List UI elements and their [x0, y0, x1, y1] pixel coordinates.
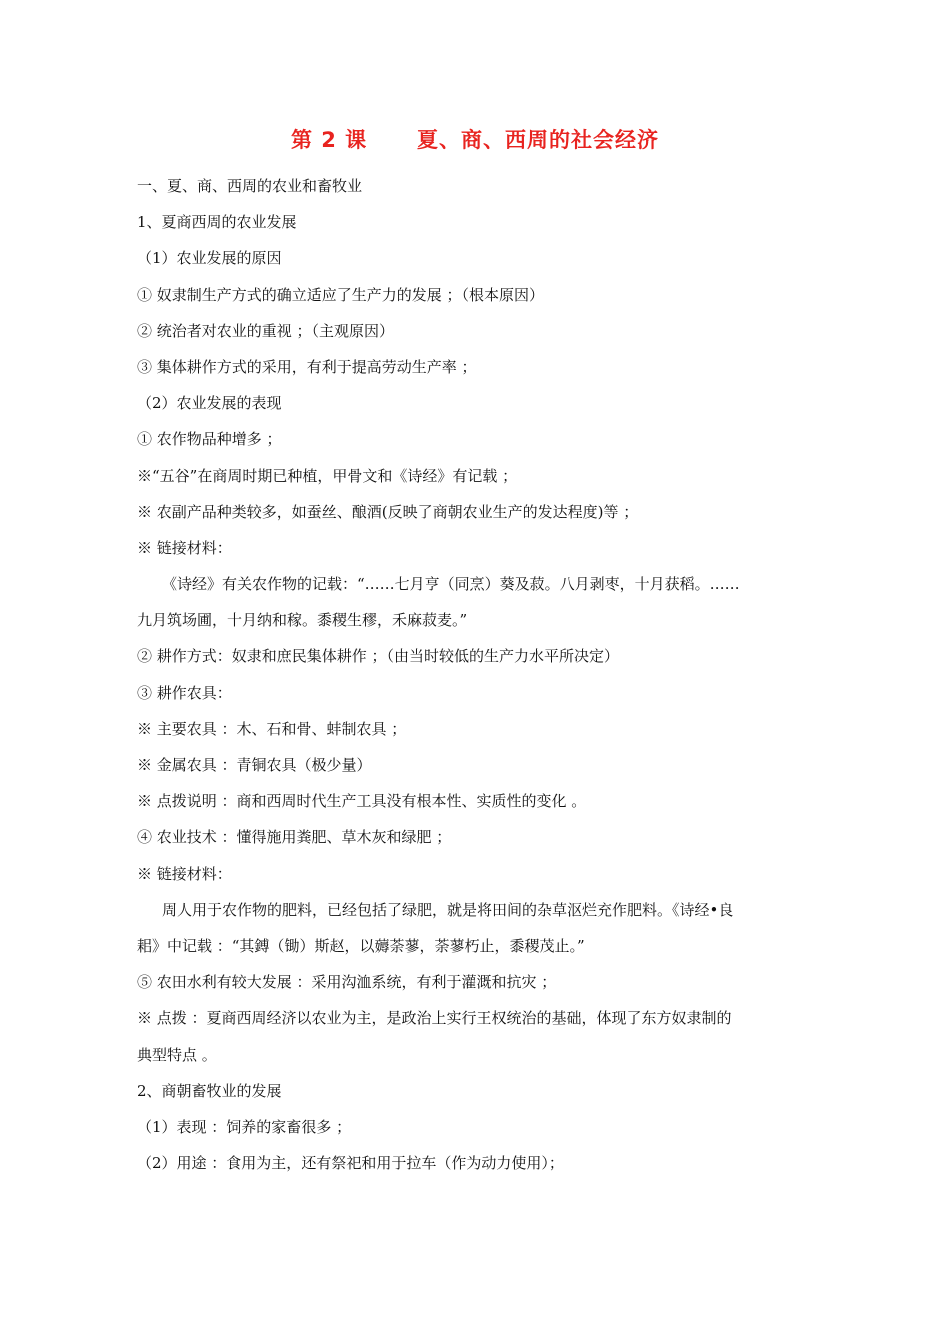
text-line: （2）用途 ：食用为主，还有祭祀和用于拉车（作为动力使用）； — [137, 1154, 564, 1173]
text-line: ※ 点拨 ：夏商西周经济以农业为主，是政治上实行王权统治的基础，体现了东方奴隶制的 — [137, 1009, 732, 1028]
quote-line: 耜》中记载 ：“其鎛（锄）斯赵，以薅荼蓼，荼蓼朽止，黍稷茂止。” — [137, 936, 585, 955]
heading-reasons: （1）农业发展的原因 — [137, 249, 282, 268]
text-line: ③ 耕作农具： — [137, 683, 232, 702]
text-line: ① 农作物品种增多 ； — [137, 430, 282, 449]
text-line: ① 奴隶制生产方式的确立适应了生产力的发展 ；（根本原因） — [137, 285, 545, 304]
quote-line: 九月筑场圃，十月纳和稼。黍稷生穋，禾麻菽麦。” — [137, 611, 468, 630]
text-line: ⑤ 农田水利有较大发展 ：采用沟洫系统，有利于灌溉和抗灾 ； — [137, 973, 557, 992]
text-line: ② 耕作方式：奴隶和庶民集体耕作 ；（由当时较低的生产力水平所决定） — [137, 647, 620, 666]
text-line: 典型特点 。 — [137, 1045, 217, 1064]
text-line: ※ 链接材料： — [137, 864, 232, 883]
heading-section-1: 一、夏、商、西周的农业和畜牧业 — [137, 177, 363, 195]
heading-subsection-1: 1、夏商西周的农业发展 — [137, 213, 297, 232]
text-line: ※ 金属农具 ：青铜农具（极少量） — [137, 756, 372, 774]
quote-line: 周人用于农作物的肥料，已经包括了绿肥，就是将田间的杂草沤烂充作肥料。《诗经•良 — [162, 900, 734, 919]
quote-line: 《诗经》有关农作物的记载：“……七月亨（同烹）葵及菽。八月剥枣，十月获稻。…… — [162, 575, 740, 594]
text-line: ※ 主要农具 ：木、石和骨、蚌制农具 ； — [137, 719, 407, 738]
text-line: （1）表现 ：饲养的家畜很多 ； — [137, 1117, 352, 1136]
text-line: ※ 链接材料： — [137, 538, 232, 557]
text-line: ③ 集体耕作方式的采用，有利于提高劳动生产率 ； — [137, 357, 477, 376]
text-line: ※ 点拨说明 ：商和西周时代生产工具没有根本性、实质性的变化 。 — [137, 792, 587, 811]
text-line: ④ 农业技术 ：懂得施用粪肥、草木灰和绿肥 ； — [137, 828, 452, 847]
document-body — [137, 176, 817, 1189]
text-line: ※ 农副产品种类较多，如蚕丝、酿酒(反映了商朝农业生产的发达程度)等 ； — [137, 502, 639, 521]
heading-subsection-2: 2、商朝畜牧业的发展 — [137, 1081, 282, 1100]
text-line: ※“五谷”在商周时期已种植，甲骨文和《诗经》有记载 ； — [137, 466, 518, 485]
heading-manifestations: （2）农业发展的表现 — [137, 394, 282, 413]
lesson-title: 第 2 课 夏、商、西周的社会经济 — [290, 128, 660, 152]
text-line: ② 统治者对农业的重视 ；（主观原因） — [137, 321, 395, 340]
